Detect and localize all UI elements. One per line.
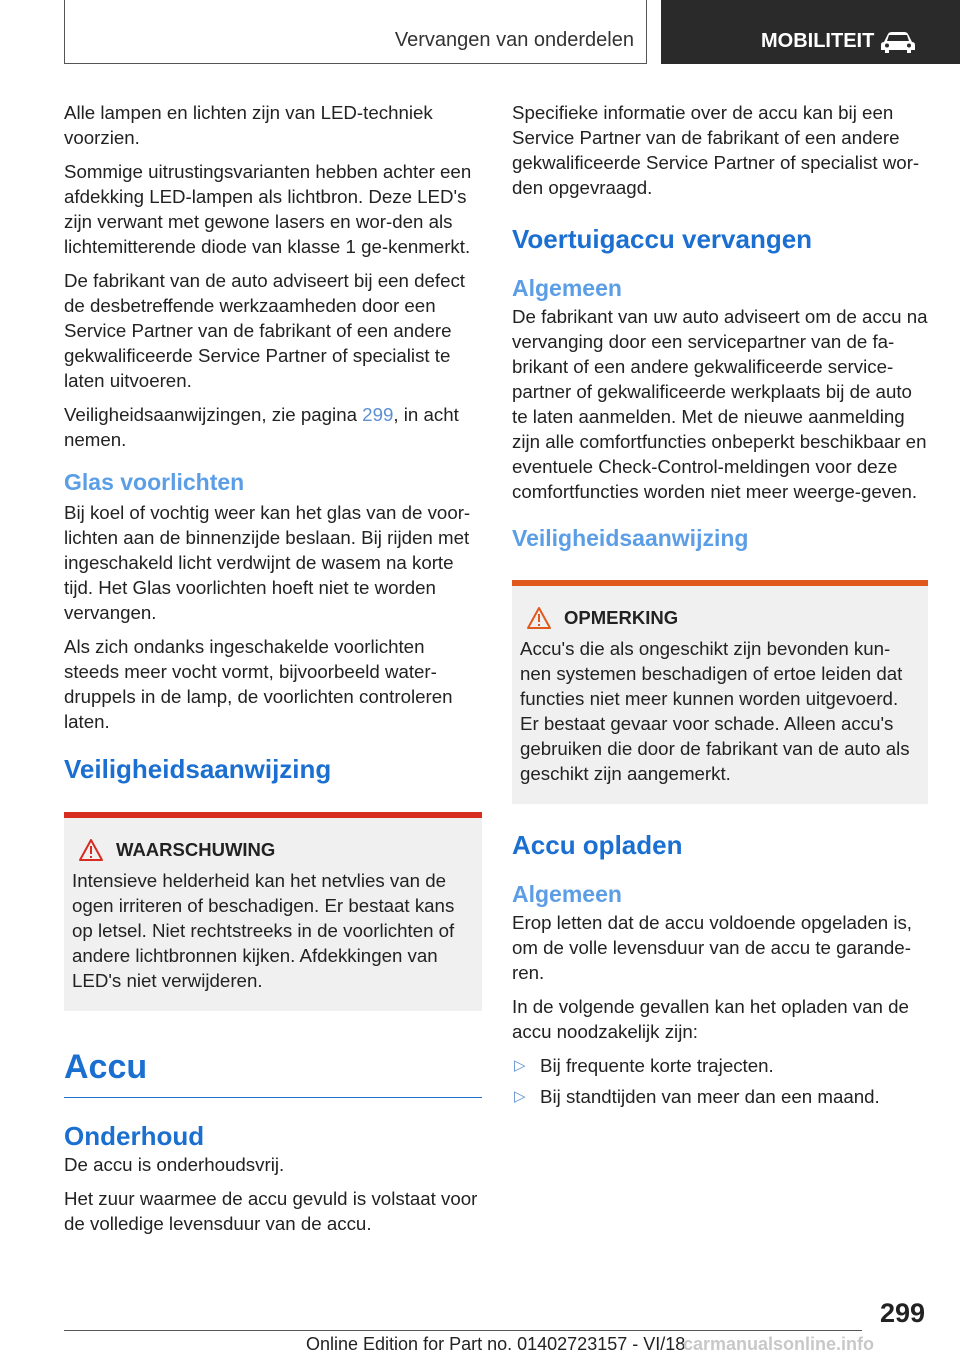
heading-safety: Veiligheidsaanwijzing bbox=[64, 754, 332, 784]
notice-box bbox=[512, 580, 928, 804]
paragraph: De fabrikant van uw auto adviseert om de accu na vervanging door een servicepartner van de fa-brikant of een andere gekwalificeerde service-partner of gekwalificeerde werkplaats bij de auto te laten aanmelden. Met de nieuwe aanmelding zijn alle comfortfuncties onbeperkt beschikbaar en eventuele Check-Control-meldingen voor deze comfortfuncties worden niet meer weerge-geven. bbox=[512, 306, 928, 502]
subheading-onderhoud: Onderhoud bbox=[64, 1121, 205, 1151]
watermark: carmanualsonline.info bbox=[683, 1334, 875, 1354]
footer-divider bbox=[64, 1330, 862, 1331]
paragraph: Erop letten dat de accu voldoende opgeladen is, om de volle levensduur van de accu te garande-ren. bbox=[512, 912, 913, 983]
text: , in acht nemen. bbox=[64, 404, 459, 450]
footer-edition: Online Edition for Part no. 01402723157 - VI/18 bbox=[306, 1334, 686, 1354]
page-link[interactable]: 299 bbox=[362, 404, 394, 425]
warning-title bbox=[72, 838, 474, 862]
section-title: Vervangen van onderdelen bbox=[64, 0, 647, 64]
warning-text: Intensieve helderheid kan het netvlies van de ogen irriteren of beschadigen. Er bestaat kans op letsel. Niet rechtstreeks in de voorlichten of andere lichtbronnen kijken. Afdekkingen van LED's niet verwijderen. bbox=[72, 870, 455, 991]
paragraph: In de volgende gevallen kan het opladen van de accu noodzakelijk zijn: bbox=[512, 996, 909, 1042]
heading-voertuigaccu: Voertuigaccu vervangen bbox=[512, 224, 813, 254]
list-item bbox=[512, 1053, 928, 1078]
notice-text: Accu's die als ongeschikt zijn bevonden kun-nen systemen beschadigen of ertoe leiden dat functies niet meer kunnen worden uitgevoerd. Er bestaat gevaar voor schade. Alleen accu's gebruiken die door de fabrikant van de auto als geschikt zijn aangemerkt. bbox=[520, 638, 910, 784]
subheading-glas: Glas voorlichten bbox=[64, 469, 245, 495]
triangle-bullet-icon: ▷ bbox=[514, 1057, 526, 1074]
right-column bbox=[512, 100, 928, 1115]
chapter-title: MOBILITEIT bbox=[761, 30, 875, 52]
warning-label: WAARSCHUWING bbox=[116, 839, 276, 860]
paragraph-crossref bbox=[64, 402, 482, 452]
notice-triangle-icon bbox=[526, 606, 552, 630]
warning-box bbox=[64, 812, 482, 1011]
paragraph: Bij koel of vochtig weer kan het glas van de voor-lichten aan de binnenzijde beslaan. Bij rijden met ingeschakeld licht verdwijnt de wasem na korte tijd. Het Glas voorlichten hoeft niet te worden vervangen. bbox=[64, 502, 471, 623]
bullet-list bbox=[512, 1053, 928, 1109]
heading-accu: Accu bbox=[64, 1047, 482, 1098]
warning-triangle-icon bbox=[78, 838, 104, 862]
paragraph: Als zich ondanks ingeschakelde voorlichten steeds meer vocht vormt, bijvoorbeeld water-druppels in de lamp, de voorlichten controleren laten. bbox=[64, 636, 453, 732]
heading-accu-opladen: Accu opladen bbox=[512, 830, 683, 860]
list-item bbox=[512, 1084, 928, 1109]
left-column bbox=[64, 100, 482, 1245]
text: Veiligheidsaanwijzingen, zie pagina bbox=[64, 404, 363, 425]
paragraph: Alle lampen en lichten zijn van LED-techniek voorzien. bbox=[64, 102, 433, 148]
page-header bbox=[0, 0, 960, 66]
paragraph: De accu is onderhoudsvrij. bbox=[64, 1154, 285, 1175]
list-item-text: Bij frequente korte trajecten. bbox=[540, 1055, 774, 1076]
paragraph: De fabrikant van de auto adviseert bij een defect de desbetreffende werkzaamheden door een Service Partner van de fabrikant of een andere gekwalificeerde Service Partner of specialist te laten uitvoeren. bbox=[64, 270, 465, 391]
page-number: 299 bbox=[880, 1298, 926, 1328]
paragraph: Sommige uitrustingsvarianten hebben achter een afdekking LED-lampen als lichtbron. Deze LED's zijn verwant met gewone lasers en wor-den als lichtemitterende diode van klasse 1 ge-kenmerkt. bbox=[64, 161, 472, 257]
list-item-text: Bij standtijden van meer dan een maand. bbox=[540, 1086, 880, 1107]
car-icon bbox=[879, 30, 917, 54]
paragraph: Het zuur waarmee de accu gevuld is volstaat voor de volledige levensduur van de accu. bbox=[64, 1188, 478, 1234]
paragraph: Specifieke informatie over de accu kan bij een Service Partner van de fabrikant of een andere gekwalificeerde Service Partner of specialist wor-den opgevraagd. bbox=[512, 102, 920, 198]
notice-label: OPMERKING bbox=[564, 607, 679, 628]
chapter-tab bbox=[661, 0, 960, 64]
subheading-safety: Veiligheidsaanwijzing bbox=[512, 525, 749, 551]
subheading-algemeen: Algemeen bbox=[512, 275, 622, 301]
subheading-algemeen: Algemeen bbox=[512, 881, 622, 907]
notice-title bbox=[520, 606, 920, 630]
triangle-bullet-icon: ▷ bbox=[514, 1088, 526, 1105]
